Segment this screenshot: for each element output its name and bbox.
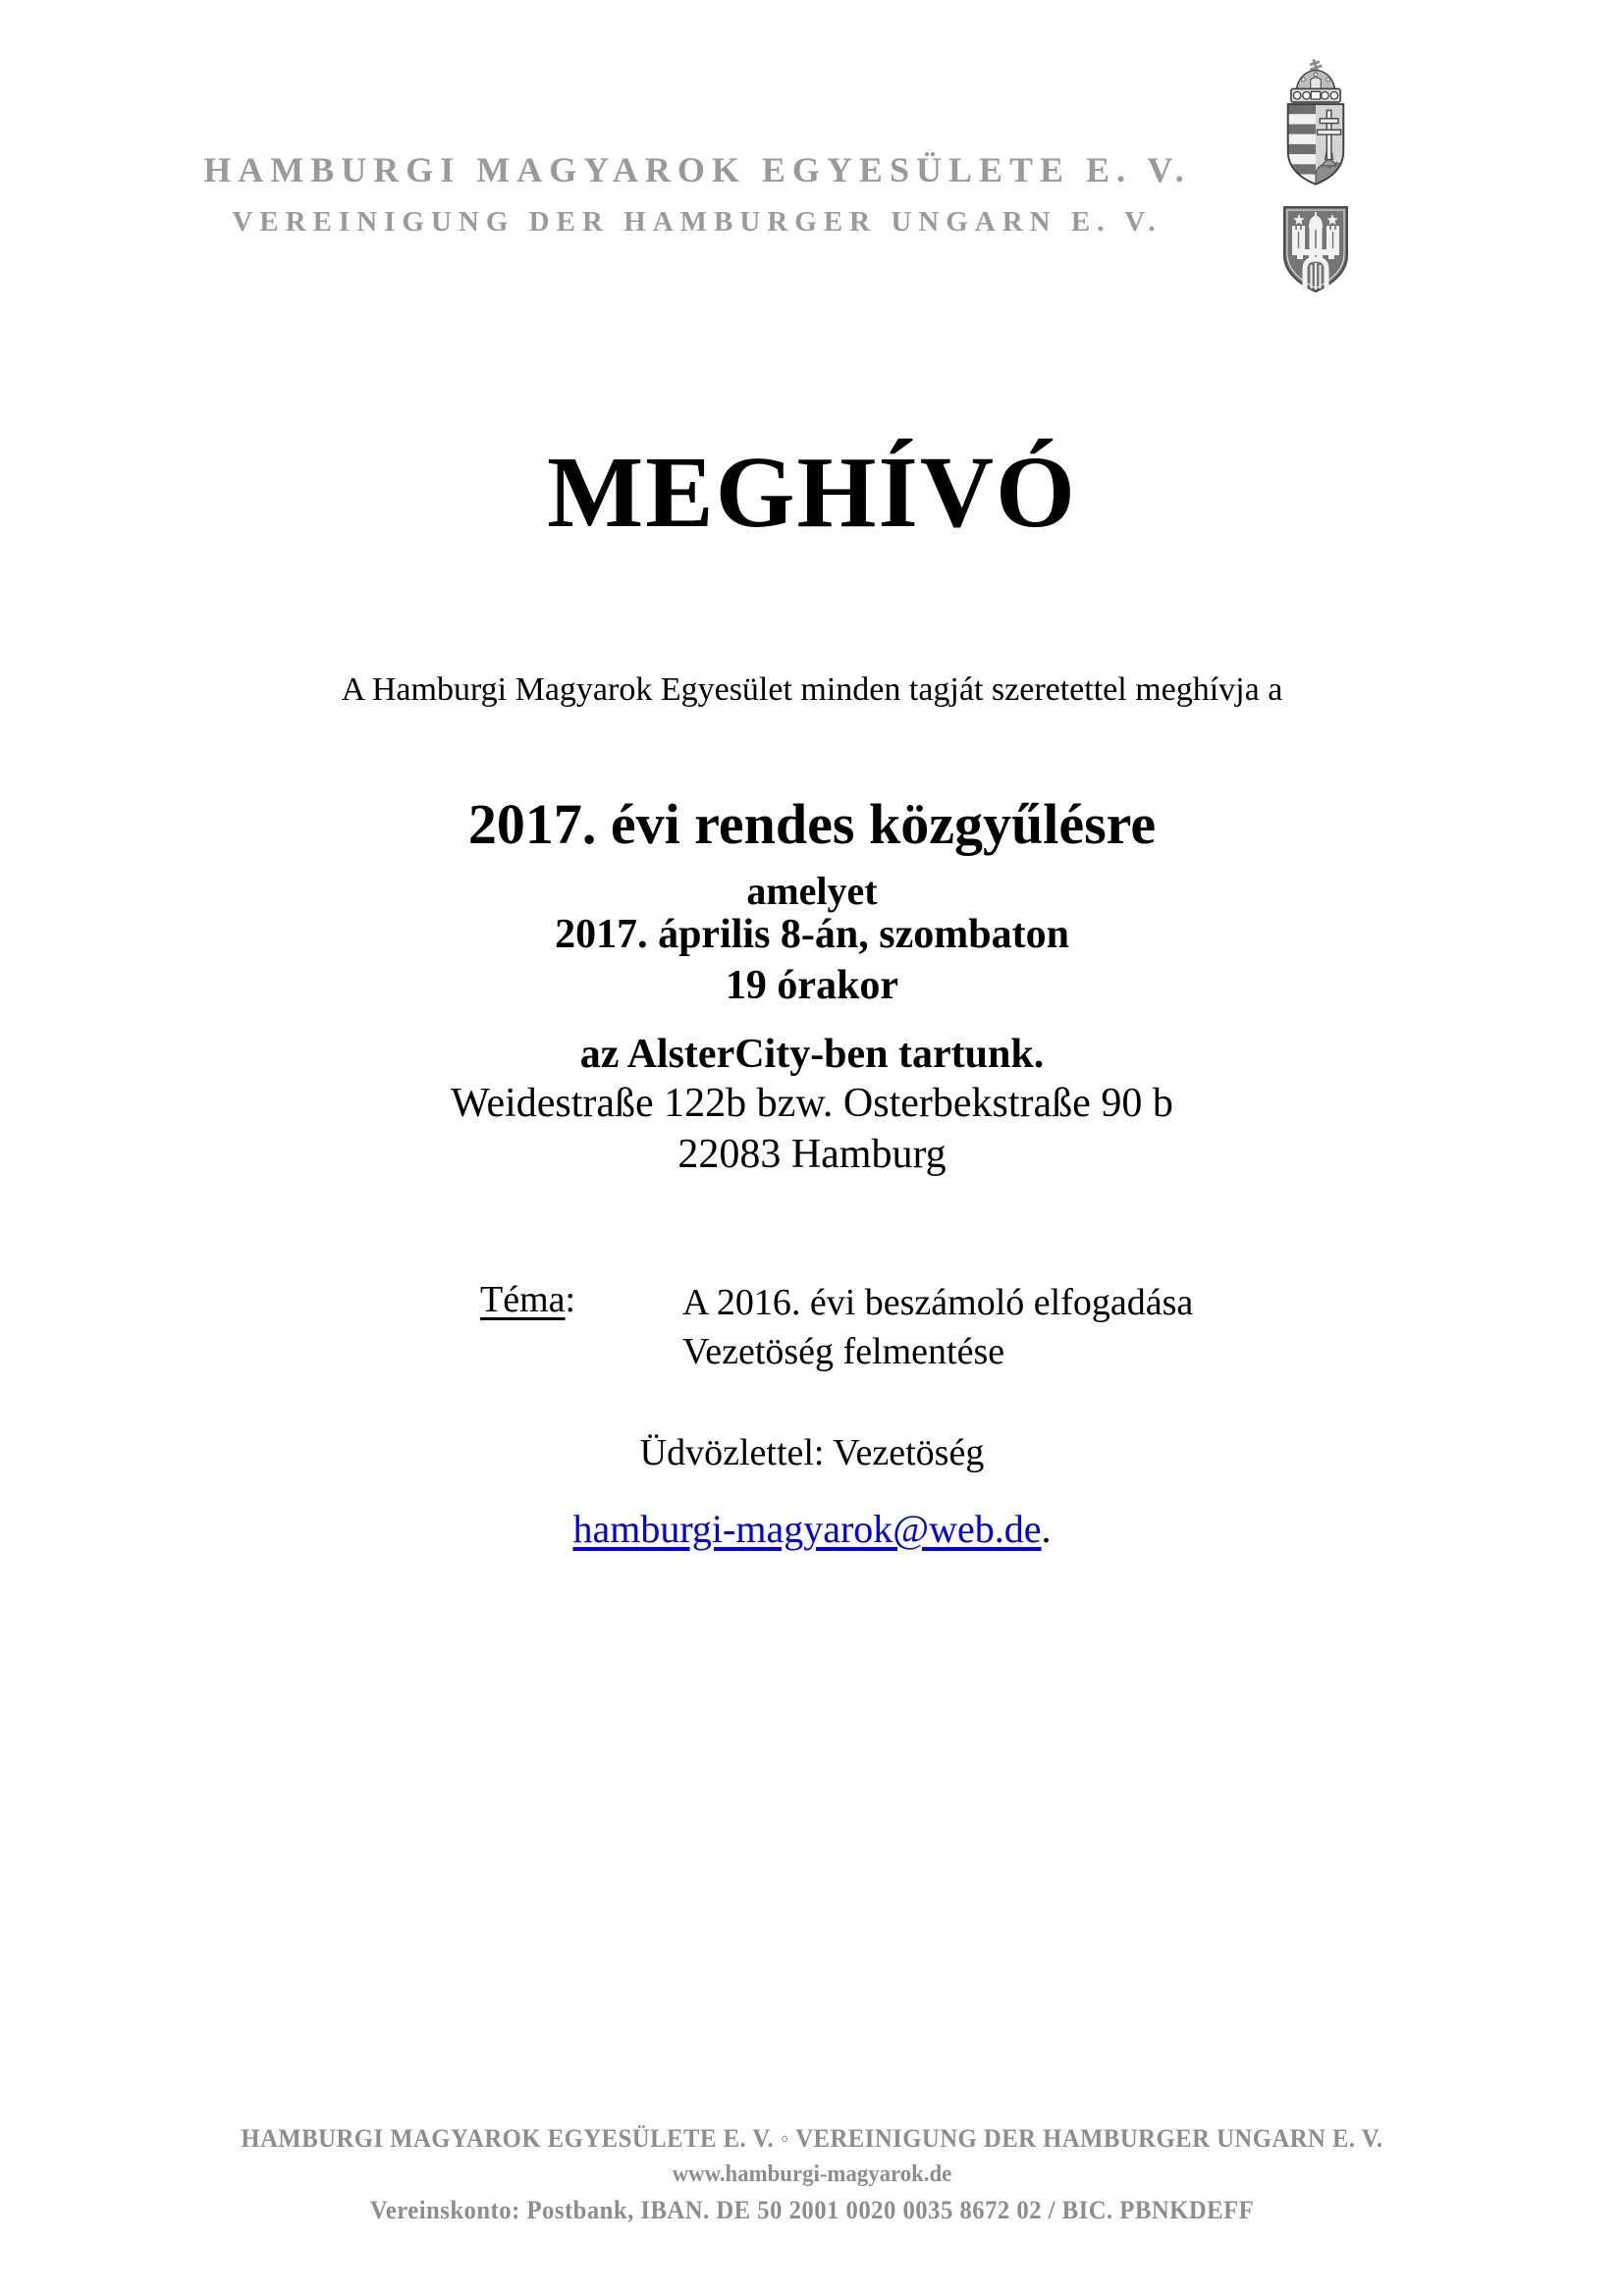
org-name-german: VEREINIGUNG DER HAMBURGER UNGARN E. V. [232, 206, 1163, 238]
event-name: 2017. évi rendes közgyűlésre [467, 792, 1157, 856]
document-title: MEGHÍVÓ [547, 436, 1077, 549]
org-name-hungarian: HAMBURGI MAGYAROK EGYESÜLETE E. V. [203, 150, 1191, 189]
contact-row [0, 1506, 1624, 1552]
topic-label-colon: : [565, 1279, 576, 1320]
footer-org-names: HAMBURGI MAGYAROK EGYESÜLETE E. V. ◦ VEREINIGUNG DER HAMBURGER UNGARN E. V. [241, 2124, 1383, 2153]
topic-section [480, 1278, 1624, 1376]
page-footer [0, 2124, 1624, 2225]
topic-label-text: Téma [480, 1279, 566, 1320]
topic-item: Vezetöség felmentése [682, 1331, 1005, 1373]
closing-salutation: Üdvözlettel: Vezetöség [639, 1432, 985, 1473]
hamburg-coat-of-arms-icon [1280, 204, 1351, 294]
event-venue: az AlsterCity-ben tartunk. [579, 1032, 1045, 1077]
topic-items [682, 1278, 1193, 1376]
footer-bank-details: Vereinskonto: Postbank, IBAN. DE 50 2001 0020 0035 8672 02 / BIC. PBNKDEFF [369, 2196, 1255, 2224]
event-date: 2017. április 8-án, szombaton [555, 912, 1069, 957]
footer-website: www.hamburgi-magyarok.de [672, 2162, 952, 2187]
email-link[interactable]: hamburgi-magyarok@web.de [572, 1507, 1042, 1551]
event-address-line2: 22083 Hamburg [677, 1132, 947, 1177]
hungarian-coat-of-arms-icon [1276, 57, 1355, 190]
event-address-line1: Weidestraße 122b bzw. Osterbekstraße 90 b [451, 1081, 1173, 1126]
event-connector: amelyet [746, 869, 878, 913]
letterhead [187, 149, 1208, 239]
topic-item: A 2016. évi beszámoló elfogadása [682, 1282, 1194, 1323]
email-trailing-period: . [1041, 1507, 1052, 1551]
topic-label [480, 1278, 682, 1321]
event-time: 19 órakor [725, 963, 899, 1008]
intro-sentence: A Hamburgi Magyarok Egyesület minden tagját szeretettel meghívja a [341, 671, 1283, 708]
